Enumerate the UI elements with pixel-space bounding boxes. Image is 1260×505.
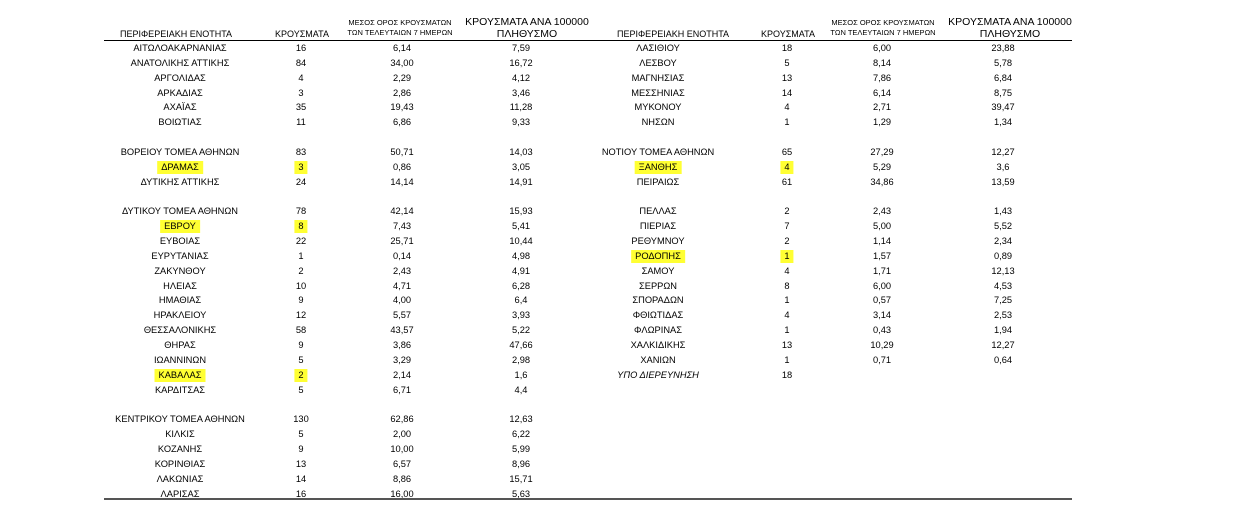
cell-cases: 12 — [295, 310, 307, 321]
cell-cases: 16 — [295, 43, 307, 53]
cell-per: 16,72 — [509, 57, 533, 68]
cell-name: ΧΑΛΚΙΔΙΚΗΣ — [630, 340, 686, 350]
header-cases-right: ΚΡΟΥΣΜΑΤΑ — [761, 29, 815, 39]
cell-per: 5,99 — [511, 443, 531, 454]
cell-name: ΣΕΡΡΩΝ — [638, 280, 678, 291]
cell-cases: 14 — [295, 473, 307, 484]
cell-cases: 2 — [294, 369, 307, 382]
cell-avg: 2,86 — [392, 87, 412, 98]
cell-name: ΣΠΟΡΑΔΩΝ — [632, 295, 684, 306]
cell-per: 4,91 — [511, 265, 531, 276]
cell-name: ΚΙΛΚΙΣ — [165, 429, 195, 440]
cell-per: 3,93 — [511, 310, 531, 321]
cell-cases: 8 — [784, 280, 790, 291]
cell-name: ΜΕΣΣΗΝΙΑΣ — [631, 87, 685, 98]
cell-name: ΔΡΑΜΑΣ — [157, 161, 203, 174]
cell-cases: 9 — [298, 295, 304, 306]
cell-cases: 5 — [784, 57, 790, 68]
cell-per: 14,03 — [509, 146, 533, 157]
cell-cases: 4 — [784, 310, 790, 321]
cell-avg: 1,57 — [872, 250, 892, 261]
cell-name: ΚΑΒΑΛΑΣ — [155, 369, 206, 382]
cell-avg: 34,86 — [870, 176, 894, 187]
cell-name: ΑΡΚΑΔΙΑΣ — [157, 87, 203, 98]
cell-cases: 1 — [784, 117, 790, 128]
cell-avg: 42,14 — [390, 206, 414, 217]
cell-cases: 9 — [298, 443, 304, 454]
cell-per: 6,28 — [511, 280, 531, 291]
cell-per: 47,66 — [509, 340, 533, 350]
cell-name: ΗΜΑΘΙΑΣ — [158, 295, 202, 306]
cell-per: 0,64 — [993, 354, 1013, 365]
cell-per: 39,47 — [991, 102, 1015, 113]
cell-name: ΘΗΡΑΣ — [164, 340, 196, 350]
cell-name: ΙΩΑΝΝΙΝΩΝ — [153, 354, 207, 365]
cell-per: 7,25 — [993, 295, 1013, 306]
cell-cases: 11 — [296, 117, 306, 128]
cell-name: ΗΡΑΚΛΕΙΟΥ — [153, 310, 207, 321]
cell-cases: 130 — [293, 414, 309, 425]
cell-cases: 4 — [784, 265, 790, 276]
cell-name: ΡΕΘΥΜΝΟΥ — [631, 236, 685, 247]
cell-per: 12,27 — [991, 146, 1015, 157]
cell-per: 5,22 — [511, 325, 531, 336]
cell-name: ΝΗΣΩΝ — [641, 117, 675, 128]
cell-avg: 62,86 — [390, 414, 414, 425]
cell-name: ΡΟΔΟΠΗΣ — [631, 250, 685, 263]
cell-cases: 16 — [295, 488, 307, 499]
cell-cases: 2 — [784, 236, 790, 247]
cell-cases: 24 — [295, 176, 307, 187]
cell-per: 6,84 — [993, 72, 1013, 83]
cell-avg: 14,14 — [390, 176, 414, 187]
cell-per: 10,44 — [509, 236, 533, 247]
cell-cases: 13 — [781, 72, 793, 83]
cell-per: 3,46 — [511, 87, 531, 98]
cell-cases: 3 — [294, 161, 307, 174]
cell-avg: 6,00 — [872, 43, 892, 53]
cell-avg: 0,57 — [872, 295, 892, 306]
cell-per: 2,98 — [511, 354, 531, 365]
cell-cases: 58 — [295, 325, 307, 336]
header-per-right-line2: ΠΛΗΘΥΣΜΟ — [979, 28, 1041, 40]
cell-avg: 6,14 — [392, 43, 412, 53]
cell-per: 2,53 — [993, 310, 1013, 321]
cell-name: ΚΕΝΤΡΙΚΟΥ ΤΟΜΕΑ ΑΘΗΝΩΝ — [115, 414, 245, 425]
cell-per: 5,41 — [511, 221, 531, 232]
cell-name: ΕΒΡΟΥ — [160, 220, 200, 233]
cell-avg: 43,57 — [390, 325, 414, 336]
cell-avg: 6,86 — [392, 117, 412, 128]
cell-name: ΚΟΡΙΝΘΙΑΣ — [154, 458, 206, 469]
header-region-right: ΠΕΡΙΦΕΡΕΙΑΚΗ ΕΝΟΤΗΤΑ — [617, 29, 730, 39]
cell-name: ΜΑΓΝΗΣΙΑΣ — [631, 72, 685, 83]
cell-name: ΕΥΡΥΤΑΝΙΑΣ — [151, 250, 209, 261]
cell-avg: 0,43 — [872, 325, 892, 336]
cell-name: ΜΥΚΟΝΟΥ — [634, 102, 682, 113]
cell-name: ΑΝΑΤΟΛΙΚΗΣ ΑΤΤΙΚΗΣ — [130, 57, 230, 68]
cell-per: 4,98 — [511, 250, 531, 261]
cell-avg: 4,71 — [392, 280, 412, 291]
cell-avg: 10,00 — [390, 443, 414, 454]
header-avg-left — [345, 18, 455, 38]
cell-name: ΕΥΒΟΙΑΣ — [159, 236, 201, 247]
cell-avg: 2,71 — [872, 102, 892, 113]
cell-name: ΛΕΣΒΟΥ — [639, 57, 677, 68]
cell-cases: 13 — [295, 458, 307, 469]
cell-avg: 1,71 — [872, 265, 892, 276]
cell-avg: 27,29 — [870, 146, 894, 157]
cell-cases: 1 — [784, 295, 790, 306]
cell-cases: 18 — [781, 43, 793, 53]
cell-cases: 18 — [781, 369, 793, 380]
cell-avg: 34,00 — [390, 57, 414, 68]
cell-cases: 35 — [295, 102, 307, 113]
cell-avg: 7,43 — [392, 221, 412, 232]
cell-cases: 2 — [784, 206, 790, 217]
cell-per: 12,27 — [991, 340, 1015, 350]
cell-name: ΑΧΑΪΑΣ — [163, 102, 197, 113]
cell-name: ΒΟΙΩΤΙΑΣ — [158, 117, 202, 128]
cell-avg: 2,00 — [392, 429, 412, 440]
cell-name: ΥΠΟ ΔΙΕΡΕΥΝΗΣΗ — [617, 369, 699, 380]
cell-per: 9,33 — [511, 117, 531, 128]
cell-avg: 3,86 — [392, 340, 412, 350]
cell-per: 15,93 — [509, 206, 533, 217]
cell-per: 23,88 — [991, 43, 1015, 53]
cell-per: 2,34 — [993, 236, 1013, 247]
cell-avg: 19,43 — [390, 102, 414, 113]
cell-cases: 1 — [784, 325, 790, 336]
cell-name: ΛΑΡΙΣΑΣ — [160, 488, 200, 499]
cell-per: 11,28 — [509, 102, 533, 113]
cell-cases: 1 — [784, 354, 790, 365]
cell-cases: 5 — [298, 354, 304, 365]
cell-avg: 16,00 — [390, 488, 414, 499]
cell-cases: 1 — [780, 250, 793, 263]
cell-per: 1,43 — [993, 206, 1013, 217]
header-avg-right-line2: ΤΩΝ ΤΕΛΕΥΤΑΙΩΝ 7 ΗΜΕΡΩΝ — [830, 28, 936, 37]
cell-per: 12,63 — [509, 414, 533, 425]
cell-avg: 3,14 — [872, 310, 892, 321]
header-per-right — [945, 16, 1075, 40]
cell-per: 0,89 — [993, 250, 1013, 261]
cell-cases: 22 — [295, 236, 307, 247]
cell-name: ΧΑΝΙΩΝ — [640, 354, 676, 365]
cell-avg: 0,14 — [392, 250, 412, 261]
cell-avg: 2,43 — [872, 206, 892, 217]
cell-avg: 5,00 — [872, 221, 892, 232]
cell-cases: 1 — [298, 250, 304, 261]
header-per-left-line1: ΚΡΟΥΣΜΑΤΑ ΑΝΑ 100000 — [465, 16, 589, 28]
cell-cases: 84 — [295, 57, 307, 68]
header-region-left: ΠΕΡΙΦΕΡΕΙΑΚΗ ΕΝΟΤΗΤΑ — [120, 29, 233, 39]
cell-avg: 2,29 — [392, 72, 412, 83]
cell-avg: 5,57 — [392, 310, 412, 321]
cell-name: ΘΕΣΣΑΛΟΝΙΚΗΣ — [143, 325, 217, 336]
cell-avg: 1,14 — [872, 236, 892, 247]
cell-name: ΛΑΚΩΝΙΑΣ — [156, 473, 204, 484]
cell-name: ΠΙΕΡΙΑΣ — [639, 221, 677, 232]
cell-per: 4,53 — [993, 280, 1013, 291]
cell-per: 5,63 — [511, 488, 531, 499]
cell-per: 1,94 — [993, 325, 1013, 336]
cell-name: ΚΑΡΔΙΤΣΑΣ — [154, 384, 206, 395]
cell-avg: 2,14 — [392, 369, 412, 380]
cell-per: 4,12 — [511, 72, 531, 83]
cell-name: ΠΕΛΛΑΣ — [639, 206, 677, 217]
cell-per: 15,71 — [509, 473, 533, 484]
header-avg-right-line1: ΜΕΣΟΣ ΟΡΟΣ ΚΡΟΥΣΜΑΤΩΝ — [831, 18, 935, 27]
cell-name: ΦΘΙΩΤΙΔΑΣ — [632, 310, 684, 321]
cell-name: ΔΥΤΙΚΟΥ ΤΟΜΕΑ ΑΘΗΝΩΝ — [121, 206, 239, 217]
cell-per: 5,52 — [993, 221, 1013, 232]
cell-avg: 25,71 — [390, 236, 414, 247]
cell-per: 12,13 — [991, 265, 1015, 276]
cell-avg: 5,29 — [872, 161, 892, 172]
cell-per: 8,96 — [511, 458, 531, 469]
footer-rule — [104, 498, 1072, 500]
header-per-left — [462, 16, 592, 40]
cell-per: 13,59 — [991, 176, 1015, 187]
cell-per: 1,6 — [514, 369, 528, 380]
cell-name: ΖΑΚΥΝΘΟΥ — [154, 265, 206, 276]
cell-cases: 65 — [781, 146, 793, 157]
cell-avg: 7,86 — [872, 72, 892, 83]
cell-cases: 3 — [298, 87, 304, 98]
cell-name: ΗΛΕΙΑΣ — [163, 280, 197, 291]
cell-name: ΑΙΤΩΛΟΑΚΑΡΝΑΝΙΑΣ — [133, 43, 227, 53]
cell-avg: 1,29 — [872, 117, 892, 128]
cell-avg: 0,86 — [392, 161, 412, 172]
cell-cases: 61 — [781, 176, 793, 187]
cell-per: 1,34 — [993, 117, 1013, 128]
cell-per: 4,4 — [514, 384, 528, 395]
cell-avg: 8,14 — [872, 57, 892, 68]
header-per-right-line1: ΚΡΟΥΣΜΑΤΑ ΑΝΑ 100000 — [948, 16, 1072, 28]
cell-cases: 4 — [298, 72, 304, 83]
cell-per: 7,59 — [511, 43, 531, 53]
cell-per: 5,78 — [993, 57, 1013, 68]
cell-cases: 4 — [784, 102, 790, 113]
cell-name: ΞΑΝΘΗΣ — [635, 161, 682, 174]
cell-per: 6,4 — [514, 295, 528, 306]
header-rule — [104, 40, 1072, 41]
cell-avg: 6,00 — [872, 280, 892, 291]
cell-cases: 5 — [298, 384, 304, 395]
cell-cases: 9 — [298, 340, 304, 350]
cell-avg: 6,57 — [392, 458, 412, 469]
cell-per: 14,91 — [509, 176, 533, 187]
cell-name: ΑΡΓΟΛΙΔΑΣ — [154, 72, 206, 83]
cell-per: 3,05 — [511, 161, 531, 172]
cell-cases: 4 — [780, 161, 793, 174]
header-per-left-line2: ΠΛΗΘΥΣΜΟ — [496, 28, 558, 40]
cell-name: ΒΟΡΕΙΟΥ ΤΟΜΕΑ ΑΘΗΝΩΝ — [120, 146, 240, 157]
cell-cases: 78 — [295, 206, 307, 217]
cell-avg: 2,43 — [392, 265, 412, 276]
cell-per: 3,6 — [996, 161, 1010, 172]
cell-name: ΚΟΖΑΝΗΣ — [157, 443, 203, 454]
cell-avg: 10,29 — [870, 340, 894, 350]
cell-avg: 6,14 — [872, 87, 892, 98]
cell-name: ΦΛΩΡΙΝΑΣ — [633, 325, 683, 336]
cell-cases: 83 — [295, 146, 307, 157]
cell-per: 6,22 — [511, 429, 531, 440]
cell-name: ΠΕΙΡΑΙΩΣ — [636, 176, 680, 187]
cell-name: ΔΥΤΙΚΗΣ ΑΤΤΙΚΗΣ — [140, 176, 220, 187]
cell-cases: 5 — [298, 429, 304, 440]
header-cases-left: ΚΡΟΥΣΜΑΤΑ — [275, 29, 329, 39]
cell-name: ΝΟΤΙΟΥ ΤΟΜΕΑ ΑΘΗΝΩΝ — [601, 146, 715, 157]
cell-per: 8,75 — [993, 87, 1013, 98]
cell-cases: 7 — [784, 221, 790, 232]
cell-avg: 0,71 — [872, 354, 892, 365]
header-avg-left-line2: ΤΩΝ ΤΕΛΕΥΤΑΙΩΝ 7 ΗΜΕΡΩΝ — [347, 28, 453, 37]
cell-avg: 6,71 — [392, 384, 412, 395]
cell-name: ΛΑΣΙΘΙΟΥ — [636, 43, 680, 53]
cell-cases: 2 — [298, 265, 304, 276]
cell-cases: 8 — [294, 220, 307, 233]
cell-avg: 50,71 — [390, 146, 414, 157]
cell-avg: 4,00 — [392, 295, 412, 306]
cell-cases: 10 — [295, 280, 307, 291]
header-avg-left-line1: ΜΕΣΟΣ ΟΡΟΣ ΚΡΟΥΣΜΑΤΩΝ — [348, 18, 452, 27]
header-avg-right — [826, 18, 940, 38]
cell-cases: 13 — [781, 340, 793, 350]
cell-avg: 3,29 — [392, 354, 412, 365]
cell-cases: 14 — [781, 87, 793, 98]
cell-name: ΣΑΜΟΥ — [641, 265, 675, 276]
cell-avg: 8,86 — [392, 473, 412, 484]
